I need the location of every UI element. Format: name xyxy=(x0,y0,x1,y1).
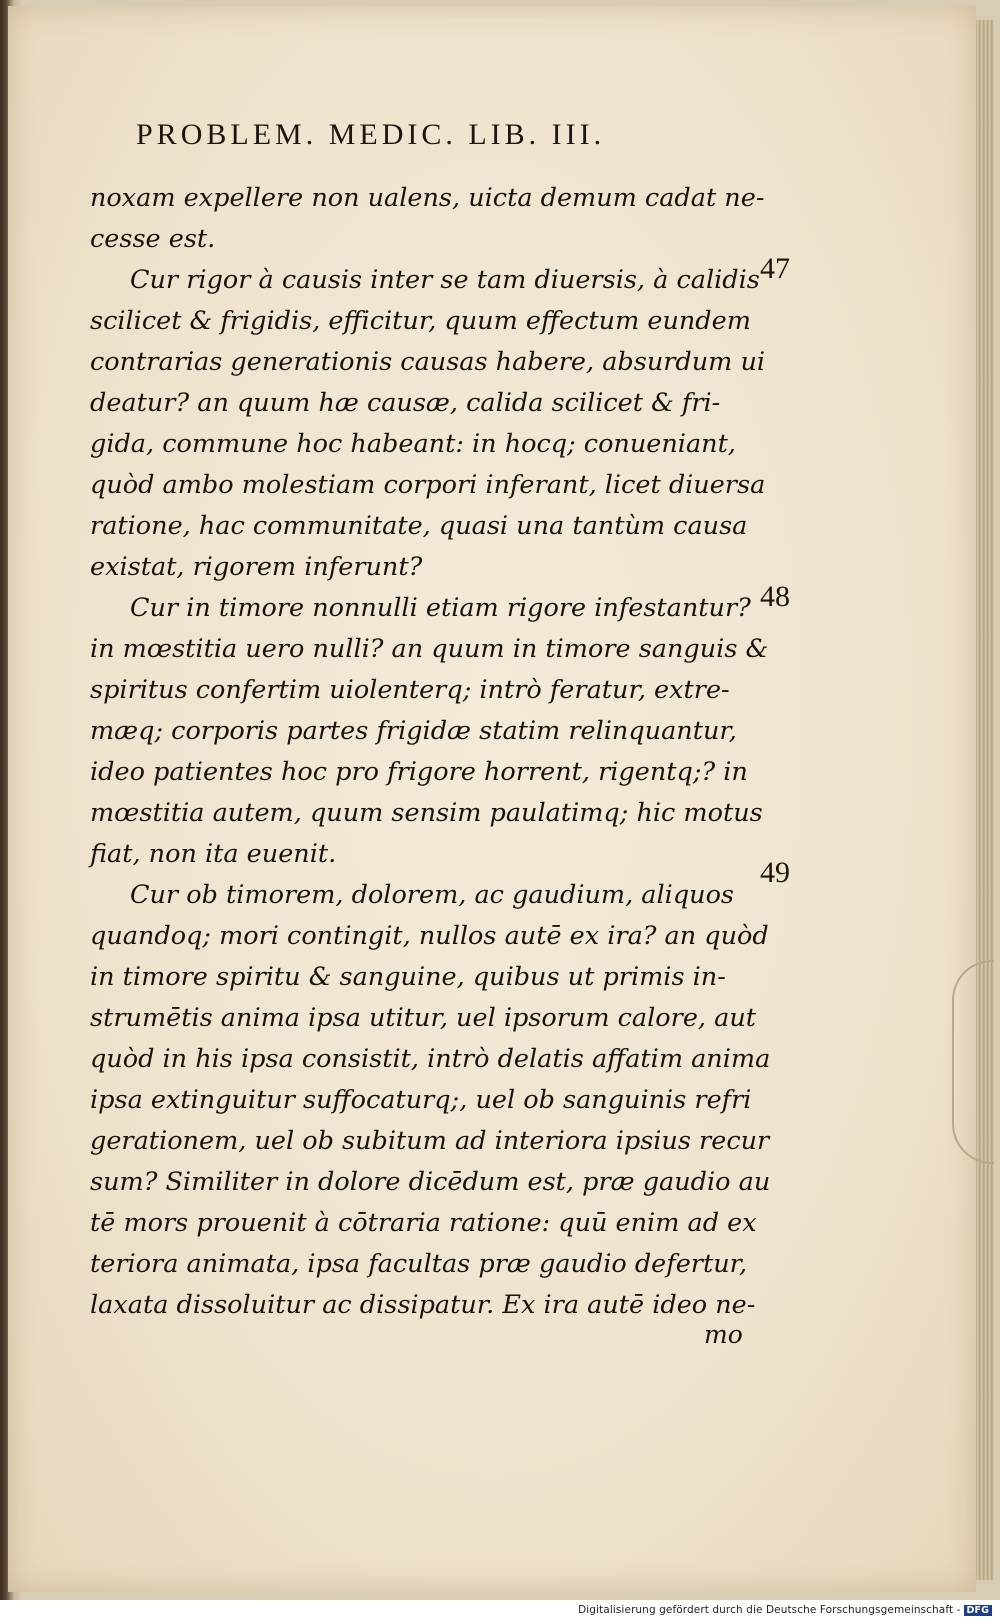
text-line: strumētis anima ipsa utitur, uel ipsorum calore, aut xyxy=(90,1003,757,1033)
margin-number: 49 xyxy=(760,856,790,889)
text-line: noxam expellere non ualens, uicta demum cadat ne- xyxy=(90,183,765,213)
page-edge xyxy=(976,20,994,1580)
margin-number: 48 xyxy=(760,580,790,613)
text-line: cesse est. xyxy=(90,224,216,254)
margin-number: 47 xyxy=(760,252,790,285)
text-line: gerationem, uel ob subitum ad interiora ipsius recur xyxy=(90,1126,770,1156)
text-line: gida, commune hoc habeant: in hocq; conueniant, xyxy=(90,429,736,459)
text-line: Cur ob timorem, dolorem, ac gaudium, aliquos xyxy=(130,880,735,910)
credit-text: Digitalisierung gefördert durch die Deutsche Forschungsgemeinschaft - xyxy=(578,1604,961,1616)
digitization-credit xyxy=(578,1604,992,1616)
text-line: laxata dissoluitur ac dissipatur. Ex ira autē ideo ne- xyxy=(90,1290,756,1320)
text-line: ratione, hac communitate, quasi una tantùm causa xyxy=(90,511,748,541)
text-line: quòd in his ipsa consistit, intrò delatis affatim anima xyxy=(90,1044,771,1074)
text-line: deatur? an quum hæ causæ, calida scilicet & fri- xyxy=(90,388,721,418)
text-line: sum? Similiter in dolore dicēdum est, præ gaudio au xyxy=(90,1167,771,1197)
dfg-logo: DFG xyxy=(964,1605,992,1616)
text-line: scilicet & frigidis, efficitur, quum effectum eundem xyxy=(90,306,751,336)
text-line: Cur rigor à causis inter se tam diuersis, à calidis xyxy=(130,265,760,295)
text-line: Cur in timore nonnulli etiam rigore infestantur? xyxy=(130,593,751,623)
text-line: quandoq; mori contingit, nullos autē ex ira? an quòd xyxy=(90,921,769,951)
text-line: in timore spiritu & sanguine, quibus ut primis in- xyxy=(90,962,726,992)
text-line: teriora animata, ipsa facultas præ gaudio defertur, xyxy=(90,1249,748,1279)
text-line: fiat, non ita euenit. xyxy=(90,839,337,869)
text-line: mæq; corporis partes frigidæ statim relinquantur, xyxy=(90,716,737,746)
fore-edge-tab xyxy=(952,960,994,1164)
text-line: tē mors prouenit à cōtraria ratione: quū enim ad ex xyxy=(90,1208,757,1238)
text-line: ideo patientes hoc pro frigore horrent, rigentq;? in xyxy=(90,757,748,787)
catchword: mo xyxy=(704,1320,743,1349)
text-line: quòd ambo molestiam corpori inferant, licet diuersa xyxy=(90,470,766,500)
text-line: in mœstitia uero nulli? an quum in timore sanguis & xyxy=(90,634,769,664)
text-line: contrarias generationis causas habere, absurdum ui xyxy=(90,347,766,377)
text-line: spiritus confertim uiolenterq; intrò feratur, extre- xyxy=(90,675,730,705)
text-line: existat, rigorem inferunt? xyxy=(90,552,423,582)
running-header: PROBLEM. MEDIC. LIB. III. xyxy=(136,118,606,151)
main-text xyxy=(90,178,770,1326)
text-line: mœstitia autem, quum sensim paulatimq; hic motus xyxy=(90,798,763,828)
text-line: ipsa extinguitur suffocaturq;, uel ob sanguinis refri xyxy=(90,1085,752,1115)
